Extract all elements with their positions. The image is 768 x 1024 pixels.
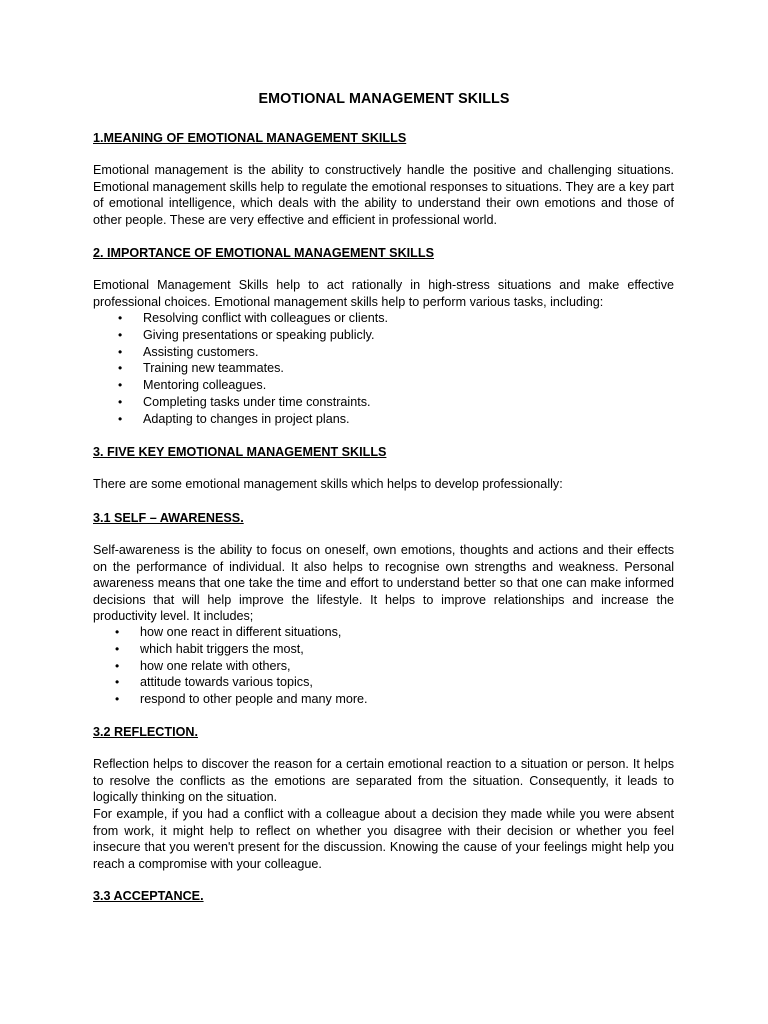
document-title: EMOTIONAL MANAGEMENT SKILLS [258,91,510,107]
section-3-1-bullet-list [93,624,674,708]
section-3-2-heading: 3.2 REFLECTION. [93,725,198,739]
list-item-text: Assisting customers. [143,344,259,359]
bullet-icon: • [115,658,120,673]
list-item [93,377,674,394]
list-item-text: attitude towards various topics, [140,675,313,690]
section-3-1-heading: 3.1 SELF – AWARENESS. [93,511,244,525]
list-item-text: which habit triggers the most, [140,641,304,656]
section-2-bullet-list [93,310,674,428]
section-3-1-paragraph: Self-awareness is the ability to focus on oneself, own emotions, thoughts and actions and their effects on the performance of individual. It also helps to recognise own strengths and weakness. Personal awareness means that one take the time and effort to understand better so that one can make informed decisions that will help improve the lifestyle. It helps to improve relationships and increase the productivity level. It includes; [93,543,674,624]
bullet-icon: • [118,394,123,409]
list-item [93,411,674,428]
list-item [93,344,674,361]
section-3-3-heading: 3.3 ACCEPTANCE. [93,889,204,903]
list-item [93,641,674,658]
list-item [93,674,674,691]
bullet-icon: • [115,675,120,690]
section-1-heading: 1.MEANING OF EMOTIONAL MANAGEMENT SKILLS [93,131,407,145]
section-3-2-paragraph-2: For example, if you had a conflict with a colleague about a decision they made while you were absent from work, it might help to reflect on whether you disagree with their decision or whether you feel insecure that you weren't present for the discussion. Knowing the cause of your feelings might help you reach a compromise with your colleague. [93,807,674,871]
list-item-text: how one react in different situations, [140,625,342,639]
section-1-paragraph: Emotional management is the ability to constructively handle the positive and challenging situations. Emotional management skills help to regulate the emotional responses to situations. They are a key part of emotional intelligence, which deals with the ability to understand their own emotions and those of other people. These are very effective and efficient in professional world. [93,163,674,227]
bullet-icon: • [115,641,120,656]
list-item-text: Adapting to changes in project plans. [143,411,350,426]
bullet-icon: • [118,311,123,325]
bullet-icon: • [118,361,123,376]
list-item-text: Completing tasks under time constraints. [143,394,371,409]
list-item-text: respond to other people and many more. [140,692,368,707]
bullet-icon: • [115,692,120,707]
list-item [93,327,674,344]
list-item [93,691,674,708]
bullet-icon: • [118,378,123,393]
bullet-icon: • [115,625,120,639]
section-3-2-paragraph-1: Reflection helps to discover the reason for a certain emotional reaction to a situation or person. It helps to resolve the conflicts as the emotions are separated from the situation. Consequently, it leads to logically thinking on the situation. [93,757,674,805]
list-item [93,658,674,675]
list-item-text: Resolving conflict with colleagues or clients. [143,311,388,325]
section-3-paragraph: There are some emotional management skills which helps to develop professionally: [93,477,563,491]
list-item-text: Mentoring colleagues. [143,378,267,393]
list-item-text: Training new teammates. [143,361,284,376]
list-item [93,310,674,327]
section-3-heading: 3. FIVE KEY EMOTIONAL MANAGEMENT SKILLS [93,445,387,459]
list-item [93,624,674,641]
list-item-text: Giving presentations or speaking publicly. [143,327,375,342]
list-item [93,394,674,411]
bullet-icon: • [118,327,123,342]
section-2-paragraph: Emotional Management Skills help to act rationally in high-stress situations and make effective professional choices. Emotional management skills help to perform various tasks, including: [93,278,674,309]
bullet-icon: • [118,344,123,359]
list-item-text: how one relate with others, [140,658,291,673]
section-2-heading: 2. IMPORTANCE OF EMOTIONAL MANAGEMENT SKILLS [93,246,434,260]
list-item [93,360,674,377]
bullet-icon: • [118,411,123,426]
